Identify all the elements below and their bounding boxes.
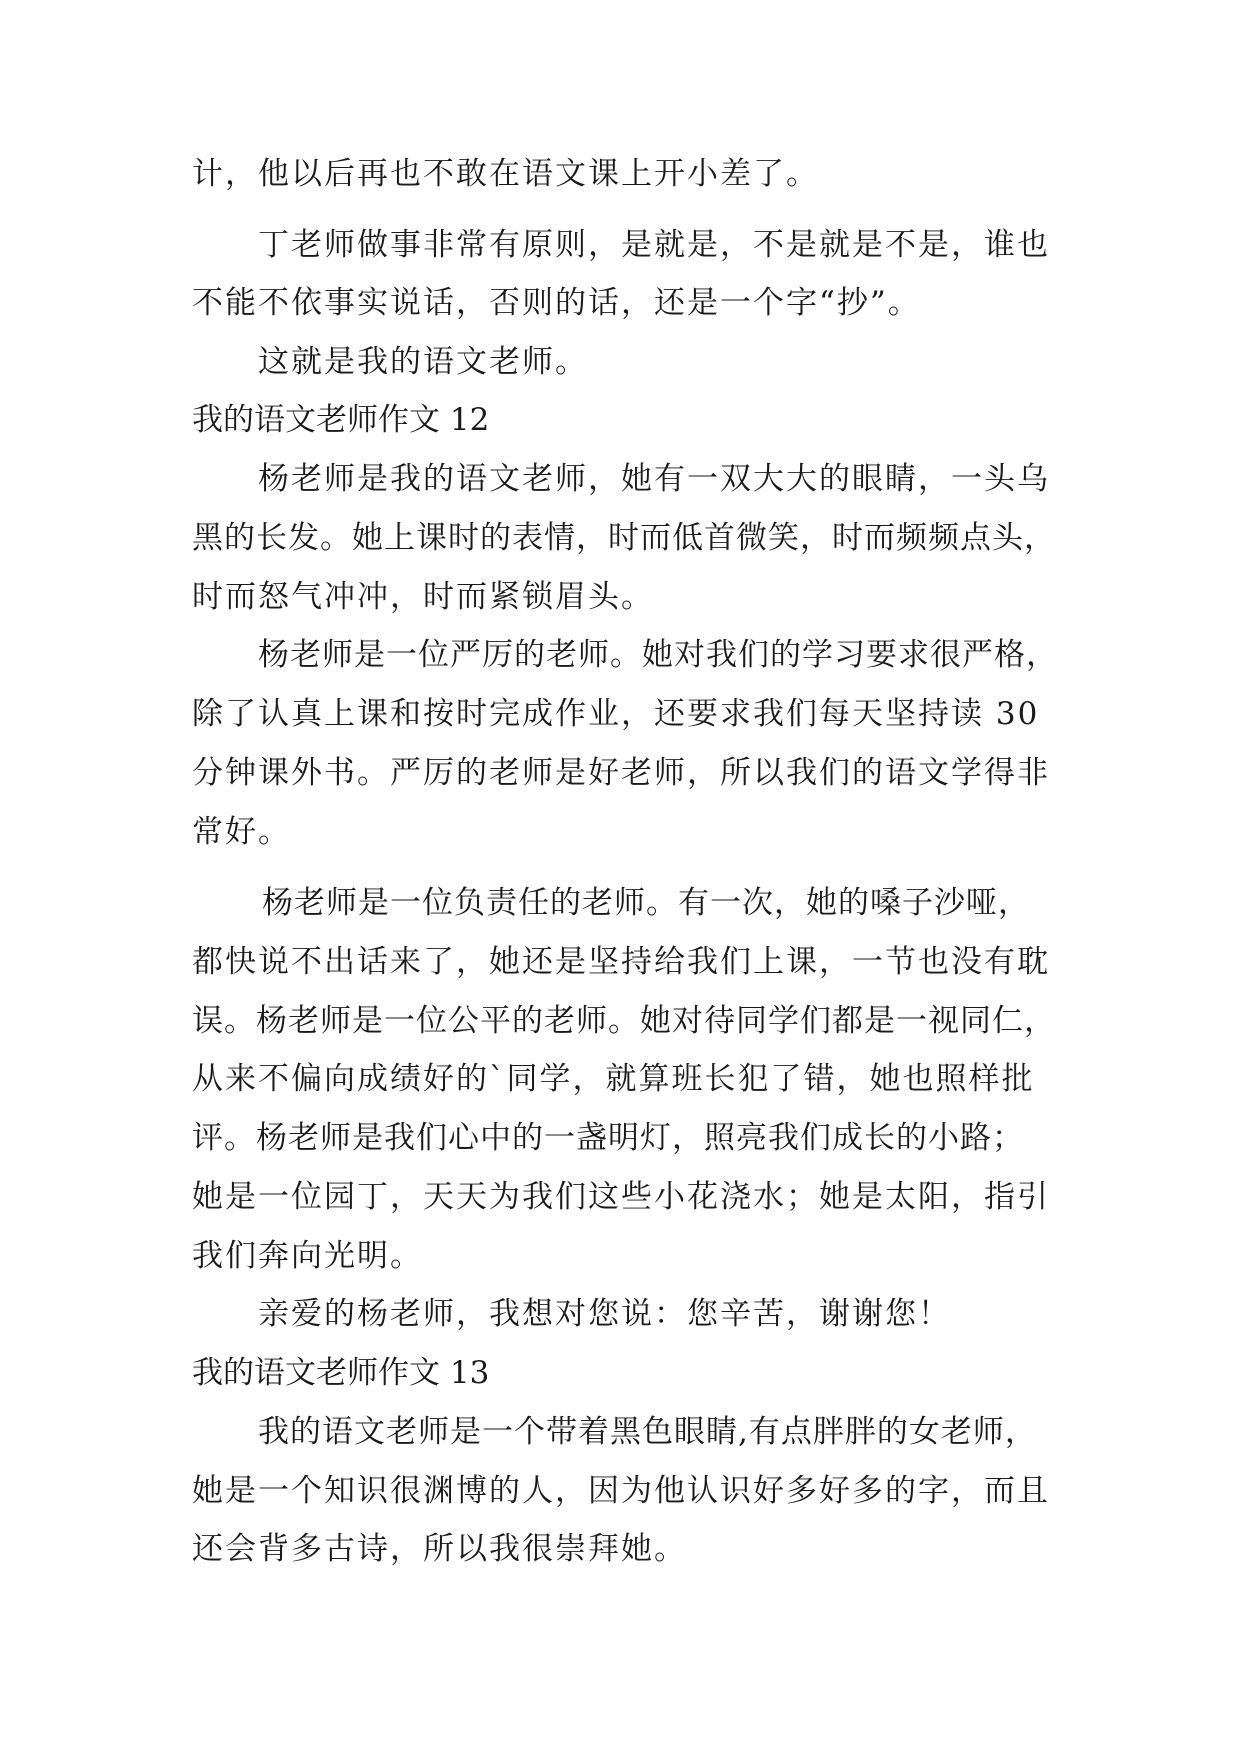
text-line: 我们奔向光明。 [192, 1238, 423, 1274]
section-heading: 我的语文老师作文 12 [192, 402, 490, 438]
text-line: 我的语文老师是一个带着黑色眼睛,有点胖胖的女老师， [258, 1414, 1037, 1450]
text-line: 这就是我的语文老师。 [258, 344, 588, 380]
text-line: 亲爱的杨老师，我想对您说：您辛苦，谢谢您！ [258, 1296, 951, 1332]
text-line: 杨老师是一位负责任的老师。有一次，她的嗓子沙哑， [262, 885, 1030, 921]
text-line: 黑的长发。她上课时的表情，时而低首微笑，时而频频点头， [192, 520, 1056, 556]
section-heading: 我的语文老师作文 13 [192, 1355, 490, 1391]
text-line: 杨老师是我的语文老师，她有一双大大的眼睛，一头乌 [258, 461, 1050, 497]
text-line: 时而怒气冲冲，时而紧锁眉头。 [192, 579, 654, 615]
text-line: 除了认真上课和按时完成作业，还要求我们每天坚持读 30 [192, 696, 1040, 732]
text-line: 计，他以后再也不敢在语文课上开小差了。 [192, 156, 819, 192]
text-line: 误。杨老师是一位公平的老师。她对待同学们都是一视同仁， [192, 1003, 1056, 1039]
text-line: 分钟课外书。严厉的老师是好老师，所以我们的语文学得非 [192, 755, 1050, 791]
text-line: 她是一个知识很渊博的人，因为他认识好多好多的字，而且 [192, 1473, 1050, 1509]
text-line: 都快说不出话来了，她还是坚持给我们上课，一节也没有耽 [192, 944, 1050, 980]
text-line: 常好。 [192, 814, 291, 850]
text-line: 评。杨老师是我们心中的一盏明灯，照亮我们成长的小路； [192, 1120, 1024, 1156]
text-line: 她是一位园丁，天天为我们这些小花浇水；她是太阳，指引 [192, 1179, 1050, 1215]
text-line: 不能不依事实说话，否则的话，还是一个字“抄”。 [192, 285, 921, 321]
text-line: 丁老师做事非常有原则，是就是，不是就是不是，谁也 [258, 227, 1050, 263]
text-line: 杨老师是一位严厉的老师。她对我们的学习要求很严格， [258, 637, 1058, 673]
text-line: 还会背多古诗，所以我很崇拜她。 [192, 1531, 687, 1567]
text-line: 从来不偏向成绩好的`同学，就算班长犯了错，她也照样批 [192, 1061, 1035, 1097]
